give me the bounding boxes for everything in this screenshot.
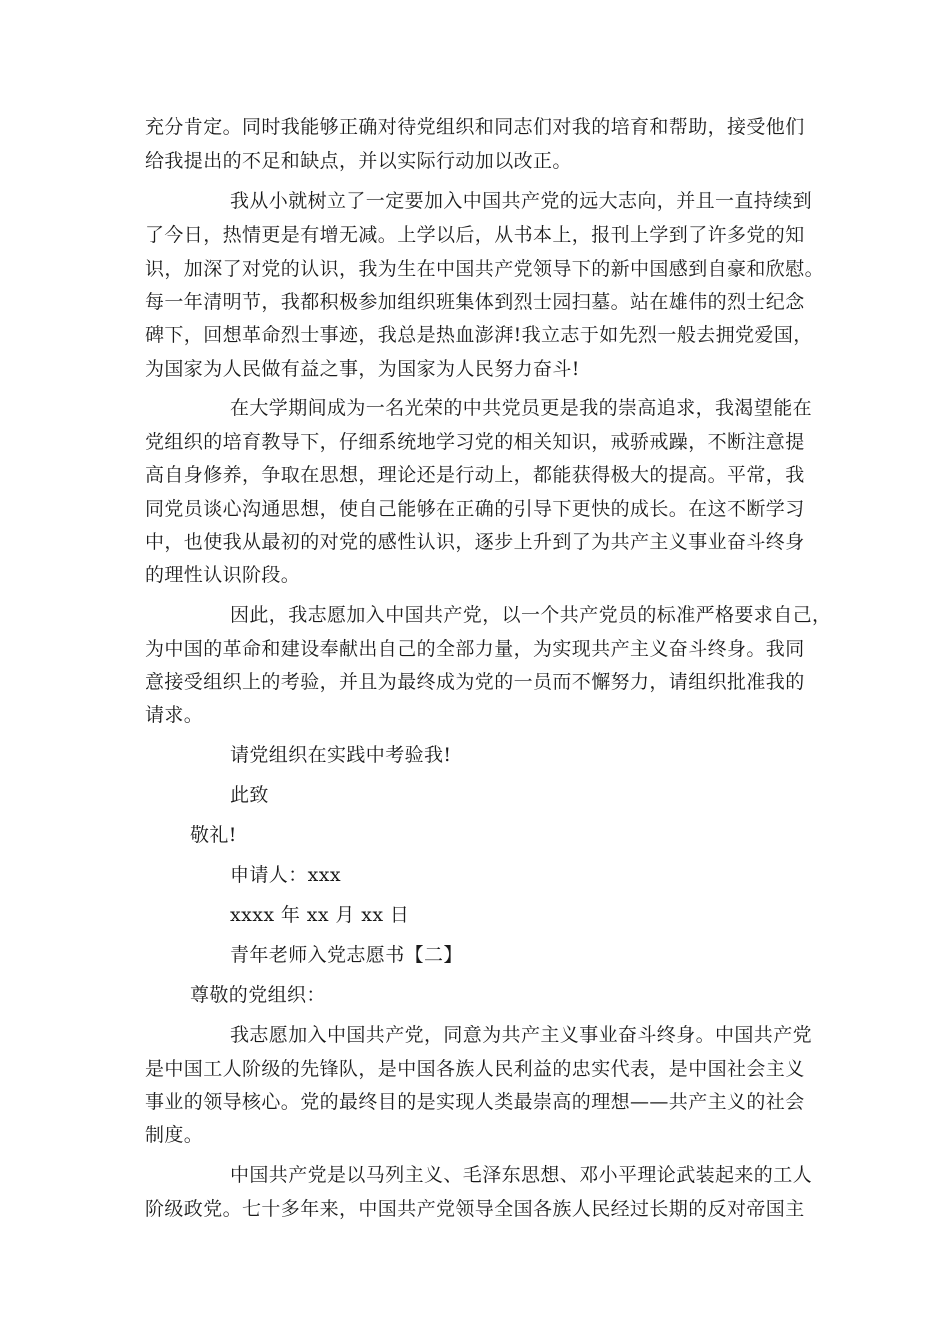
text-line: 请求。 <box>145 704 204 726</box>
text-line: 中国共产党是以马列主义、毛泽东思想、邓小平理论武装起来的工人 <box>230 1164 813 1186</box>
text-line: 识，加深了对党的认识，我为生在中国共产党领导下的新中国感到自豪和欣慰。 <box>145 258 825 280</box>
text-line: 给我提出的不足和缺点，并以实际行动加以改正。 <box>145 150 572 172</box>
text-line: 碑下，回想革命烈士事迹，我总是热血澎湃!我立志于如先烈一般去拥党爱国， <box>145 324 813 346</box>
text-line: 充分肯定。同时我能够正确对待党组织和同志们对我的培育和帮助，接受他们 <box>145 116 805 138</box>
text-line: 高自身修养，争取在思想，理论还是行动上，都能获得极大的提高。平常，我 <box>145 464 805 486</box>
section-title: 青年老师入党志愿书【二】 <box>230 944 463 966</box>
text-line: 同党员谈心沟通思想，使自己能够在正确的引导下更快的成长。在这不断学习 <box>145 498 805 520</box>
closing-line: 请党组织在实践中考验我! <box>230 744 452 766</box>
text-line: 在大学期间成为一名光荣的中共党员更是我的崇高追求，我渴望能在 <box>230 397 813 419</box>
text-line: 意接受组织上的考验，并且为最终成为党的一员而不懈努力，请组织批准我的 <box>145 671 805 693</box>
text-line: 是中国工人阶级的先锋队，是中国各族人民利益的忠实代表，是中国社会主义 <box>145 1058 805 1080</box>
text-line: 事业的领导核心。党的最终目的是实现人类最崇高的理想——共产主义的社会 <box>145 1091 805 1113</box>
text-line: 了今日，热情更是有增无减。上学以后，从书本上，报刊上学到了许多党的知 <box>145 224 805 246</box>
closing-line: 此致 <box>230 784 269 806</box>
text-line: 每一年清明节，我都积极参加组织班集体到烈士园扫墓。站在雄伟的烈士纪念 <box>145 291 805 313</box>
salutation: 尊敬的党组织： <box>190 984 326 1006</box>
text-line: 我志愿加入中国共产党，同意为共产主义事业奋斗终身。中国共产党 <box>230 1024 813 1046</box>
text-line: 的理性认识阶段。 <box>145 564 301 586</box>
text-line: 因此，我志愿加入中国共产党，以一个共产党员的标准严格要求自己， <box>230 604 832 626</box>
text-line: 为中国的革命和建设奉献出自己的全部力量，为实现共产主义奋斗终身。我同 <box>145 638 805 660</box>
closing-line: 敬礼! <box>190 824 237 846</box>
date-line: xxxx 年 xx 月 xx 日 <box>230 904 410 926</box>
applicant-line: 申请人：xxx <box>230 864 341 886</box>
text-line: 阶级政党。七十多年来，中国共产党领导全国各族人民经过长期的反对帝国主 <box>145 1198 805 1220</box>
text-line: 党组织的培育教导下，仔细系统地学习党的相关知识，戒骄戒躁，不断注意提 <box>145 431 805 453</box>
text-line: 中，也使我从最初的对党的感性认识，逐步上升到了为共产主义事业奋斗终身 <box>145 531 805 553</box>
text-line: 我从小就树立了一定要加入中国共产党的远大志向，并且一直持续到 <box>230 190 813 212</box>
text-line: 制度。 <box>145 1124 204 1146</box>
text-line: 为国家为人民做有益之事，为国家为人民努力奋斗! <box>145 358 580 380</box>
